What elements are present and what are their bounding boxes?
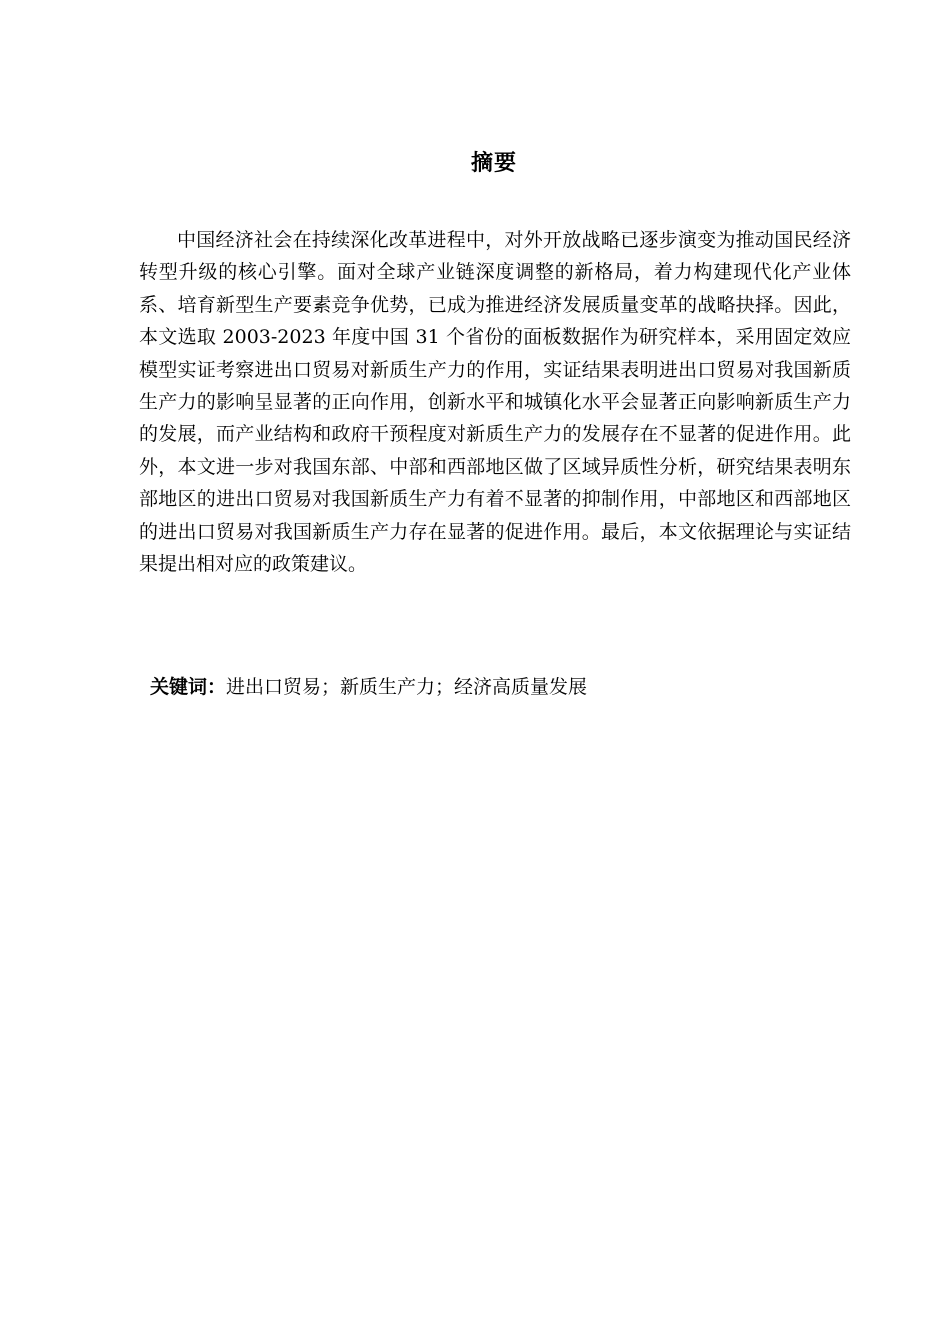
keywords-line — [150, 671, 850, 703]
keywords-label: 关键词： — [150, 676, 227, 698]
abstract-title: 摘要 — [470, 151, 517, 176]
keywords-text: 进出口贸易；新质生产力；经济高质量发展 — [226, 676, 588, 698]
abstract-paragraph: 中国经济社会在持续深化改革进程中，对外开放战略已逐步演变为推动国民经济转型升级的核心引擎。面对全球产业链深度调整的新格局，着力构建现代化产业体系、培育新型生产要素竞争优势，已成为推进经济发展质量变革的战略抉择。因此，本文选取 2003-2023 年度中国 31 个省份的面板数据作为研究样本，采用固定效应模型实证考察进出口贸易对新质生产力的作用，实证结果表明进出口贸易对我国新质生产力的影响呈显著的正向作用，创新水平和城镇化水平会显著正向影响新质生产力的发展，而产业结构和政府干预程度对新质生产力的发展存在不显著的促进作用。此外，本文进一步对我国东部、中部和西部地区做了区域异质性分析，研究结果表明东部地区的进出口贸易对我国新质生产力有着不显著的抑制作用，中部地区和西部地区的进出口贸易对我国新质生产力存在显著的促进作用。最后，本文依据理论与实证结果提出相对应的政策建议。 — [139, 229, 851, 576]
